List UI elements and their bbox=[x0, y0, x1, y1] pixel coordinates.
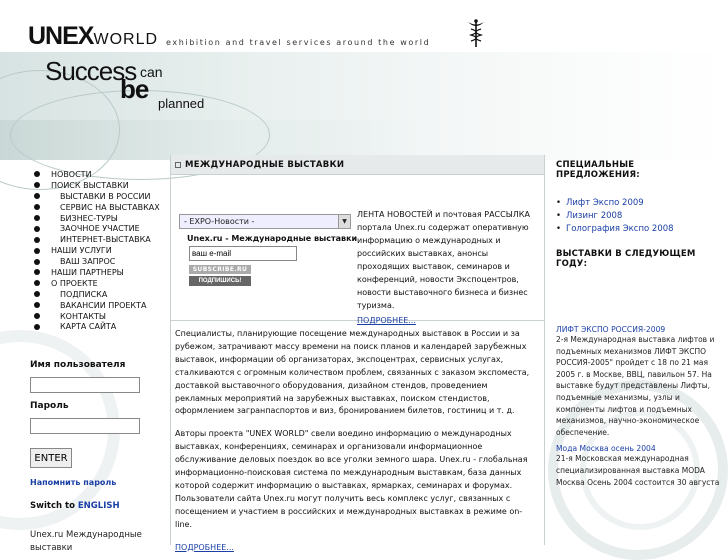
subscribe-label: Unex.ru - Международные выставки bbox=[187, 234, 358, 243]
nav-item-label: КОНТАКТЫ bbox=[60, 311, 106, 321]
upcoming-title: ВЫСТАВКИ В СЛЕДУЮЩЕМ ГОДУ: bbox=[556, 249, 696, 269]
switch-english-link[interactable]: ENGLISH bbox=[77, 501, 120, 511]
slogan-success: Success bbox=[45, 56, 137, 86]
nav-item-label: НАШИ УСЛУГИ bbox=[51, 246, 112, 256]
bullet-icon bbox=[34, 313, 40, 319]
bullet-icon bbox=[34, 182, 40, 188]
site-logo[interactable] bbox=[28, 22, 158, 51]
nav-item[interactable] bbox=[34, 245, 174, 256]
special-offer-link[interactable] bbox=[556, 211, 721, 224]
nav-item-label: ПОИСК ВЫСТАВКИ bbox=[51, 180, 129, 190]
bullet-icon: • bbox=[556, 198, 562, 208]
expo-select-value: - EXPO-Новости - bbox=[184, 217, 255, 226]
main-navigation bbox=[34, 169, 174, 332]
main-content bbox=[170, 155, 545, 552]
bullet-icon bbox=[34, 280, 40, 286]
nav-item-label: О ПРОЕКТЕ bbox=[51, 278, 98, 288]
site-tagline: exhibition and travel services around the world bbox=[166, 38, 431, 47]
bullet-icon bbox=[34, 302, 40, 308]
nav-item[interactable] bbox=[34, 256, 174, 267]
slogan-can: can bbox=[140, 64, 163, 80]
logo-unex: UNEX bbox=[28, 22, 94, 50]
nav-item-label: ПОДПИСКА bbox=[60, 289, 108, 299]
username-input[interactable] bbox=[30, 377, 140, 393]
intro-paragraph-2: Авторы проекта "UNEX WORLD" свели воедино информацию о международных выставках, конференциях, семинарах и организовали информационное обслуживание деловых поездок во все уголки земного шара. Unex.ru - глобальная информационно-поисковая система по международным выставкам, база данных которой содержит информацию о выставках, ярмарках, семинарах и форумах. Пользователи сайта Unex.ru могут получить весь комплекс услуг, связанных с посещением и участием в российских и международных выставках в режиме on-line. bbox=[175, 429, 528, 529]
logo-world: WORLD bbox=[93, 31, 159, 48]
event-item bbox=[556, 444, 721, 488]
special-offer-link[interactable] bbox=[556, 224, 721, 237]
nav-item-label: ИНТЕРНЕТ-ВЫСТАВКА bbox=[60, 235, 151, 245]
nav-item[interactable] bbox=[34, 234, 174, 245]
right-column bbox=[556, 160, 721, 488]
password-input[interactable] bbox=[30, 418, 140, 434]
site-label: Unex.ru Международные выставки bbox=[30, 530, 142, 553]
events-list bbox=[556, 325, 721, 488]
switch-prefix: Switch to bbox=[30, 501, 75, 511]
nav-item[interactable] bbox=[34, 321, 174, 332]
event-link[interactable]: Мода Москва осень 2004 bbox=[556, 444, 656, 454]
nav-item-label: ВАШ ЗАПРОС bbox=[60, 257, 116, 267]
nav-item-label: НОВОСТИ bbox=[51, 169, 92, 179]
nav-item[interactable] bbox=[34, 191, 174, 202]
bullet-icon bbox=[34, 171, 40, 177]
nav-item[interactable] bbox=[34, 213, 174, 224]
subscribe-logo: SUBSCRIBE.RU bbox=[189, 265, 251, 274]
nav-item[interactable] bbox=[34, 202, 174, 213]
nav-item-label: СЕРВИС НА ВЫСТАВКАХ bbox=[60, 202, 160, 212]
bullet-icon bbox=[34, 324, 40, 330]
expo-news-select[interactable] bbox=[179, 214, 351, 229]
bullet-icon bbox=[34, 215, 40, 221]
intro-text bbox=[175, 328, 537, 555]
forgot-password-link[interactable]: Напомнить пароль bbox=[30, 478, 117, 487]
page-title: МЕЖДУНАРОДНЫЕ ВЫСТАВКИ bbox=[185, 159, 345, 170]
specials-title: СПЕЦИАЛЬНЫЕ ПРЕДЛОЖЕНИЯ: bbox=[556, 160, 640, 180]
news-description: ЛЕНТА НОВОСТЕЙ и почтовая РАССЫЛКА портала Unex.ru содержат оперативную информацию о международных и российских выставках, анонсы проходящих выставок, семинаров и конференций, новости Экспоцентров, новости выставочного бизнеса и бизнес туризма. bbox=[357, 210, 530, 310]
bullet-icon bbox=[34, 193, 40, 199]
login-form bbox=[30, 360, 170, 555]
nav-item[interactable] bbox=[34, 169, 174, 180]
bullet-icon: • bbox=[556, 224, 562, 234]
nav-item[interactable] bbox=[34, 267, 174, 278]
nav-item-label: КАРТА САЙТА bbox=[60, 322, 117, 332]
bullet-icon bbox=[34, 237, 40, 243]
email-field[interactable] bbox=[189, 246, 297, 261]
nav-item-label: НАШИ ПАРТНЕРЫ bbox=[51, 267, 124, 277]
bullet-icon bbox=[34, 269, 40, 275]
password-label: Пароль bbox=[30, 401, 69, 411]
event-item bbox=[556, 325, 721, 438]
enter-button[interactable]: ENTER bbox=[30, 448, 72, 468]
bullet-icon bbox=[34, 259, 40, 265]
bullet-icon: • bbox=[556, 211, 562, 221]
bullet-icon bbox=[34, 291, 40, 297]
chevron-down-icon[interactable]: ▼ bbox=[338, 215, 350, 228]
nav-item[interactable] bbox=[34, 300, 174, 311]
username-label: Имя пользователя bbox=[30, 360, 126, 370]
bullet-icon bbox=[34, 248, 40, 254]
subscribe-button[interactable]: ПОДПИШИСЬ! bbox=[189, 276, 251, 286]
special-offer-label: Лизинг 2008 bbox=[566, 211, 623, 221]
bullet-icon bbox=[34, 226, 40, 232]
slogan-be: be bbox=[120, 74, 149, 104]
intro-paragraph-1: Специалисты, планирующие посещение международных выставок в России и за рубежом, затрачивают массу времени на поиск планов и календарей зарубежных выставок, информации об организаторах, экспоцентрах, сервисных услугах, сталкиваются с огромным количеством проблем, связанных с заказом экспоместа, доставкой выставочного оборудования, дизайном стендов, проведением рекламных мероприятий на зарубежных выставках, поиском стендистов, оформлением загранпаспортов и виз, бронированием билетов, гостиниц и т. д. bbox=[175, 329, 530, 416]
intro-more-link[interactable]: ПОДРОБНЕЕ... bbox=[175, 542, 234, 552]
event-description: 2-я Международная выставка лифтов и подъемных механизмов ЛИФТ ЭКСПО РОССИЯ-2005" пройдет с 18 по 21 мая 2005 г. в Москве, ВВЦ, павильон 57. На выставке будут представлены Лифты, подъемные механизмы, узлы и компоненты лифтов и подъемных механизмов, научно-экономическое обеспечение. bbox=[556, 335, 715, 437]
content-heading bbox=[171, 155, 544, 175]
nav-item-label: ЗАОЧНОЕ УЧАСТИЕ bbox=[60, 224, 140, 234]
special-offer-label: Голография Экспо 2008 bbox=[566, 224, 674, 234]
nav-item[interactable] bbox=[34, 223, 174, 234]
news-more-link[interactable]: ПОДРОБНЕЕ... bbox=[357, 316, 416, 325]
news-block bbox=[171, 176, 544, 325]
specials-list bbox=[556, 198, 721, 237]
caduceus-icon bbox=[466, 18, 486, 48]
slogan-planned: planned bbox=[158, 96, 205, 111]
nav-item[interactable] bbox=[34, 289, 174, 300]
bullet-icon bbox=[34, 204, 40, 210]
nav-item-label: ВЫСТАВКИ В РОССИИ bbox=[60, 191, 151, 201]
language-switch bbox=[30, 501, 170, 511]
nav-item-label: БИЗНЕС-ТУРЫ bbox=[60, 213, 118, 223]
special-offer-link[interactable] bbox=[556, 198, 721, 211]
event-link[interactable]: ЛИФТ ЭКСПО РОССИЯ-2009 bbox=[556, 325, 666, 334]
nav-item[interactable] bbox=[34, 278, 174, 289]
event-description: 21-я Московская международная специализированная выставка MODA Москва Осень 2004 состоится 30 августа bbox=[556, 454, 720, 487]
special-offer-label: Лифт Экспо 2009 bbox=[566, 198, 644, 208]
heading-square-icon bbox=[175, 162, 181, 168]
nav-item-label: ВАКАНСИИ ПРОЕКТА bbox=[60, 300, 147, 310]
nav-item[interactable] bbox=[34, 180, 174, 191]
site-header bbox=[0, 0, 727, 160]
nav-item[interactable] bbox=[34, 311, 174, 322]
